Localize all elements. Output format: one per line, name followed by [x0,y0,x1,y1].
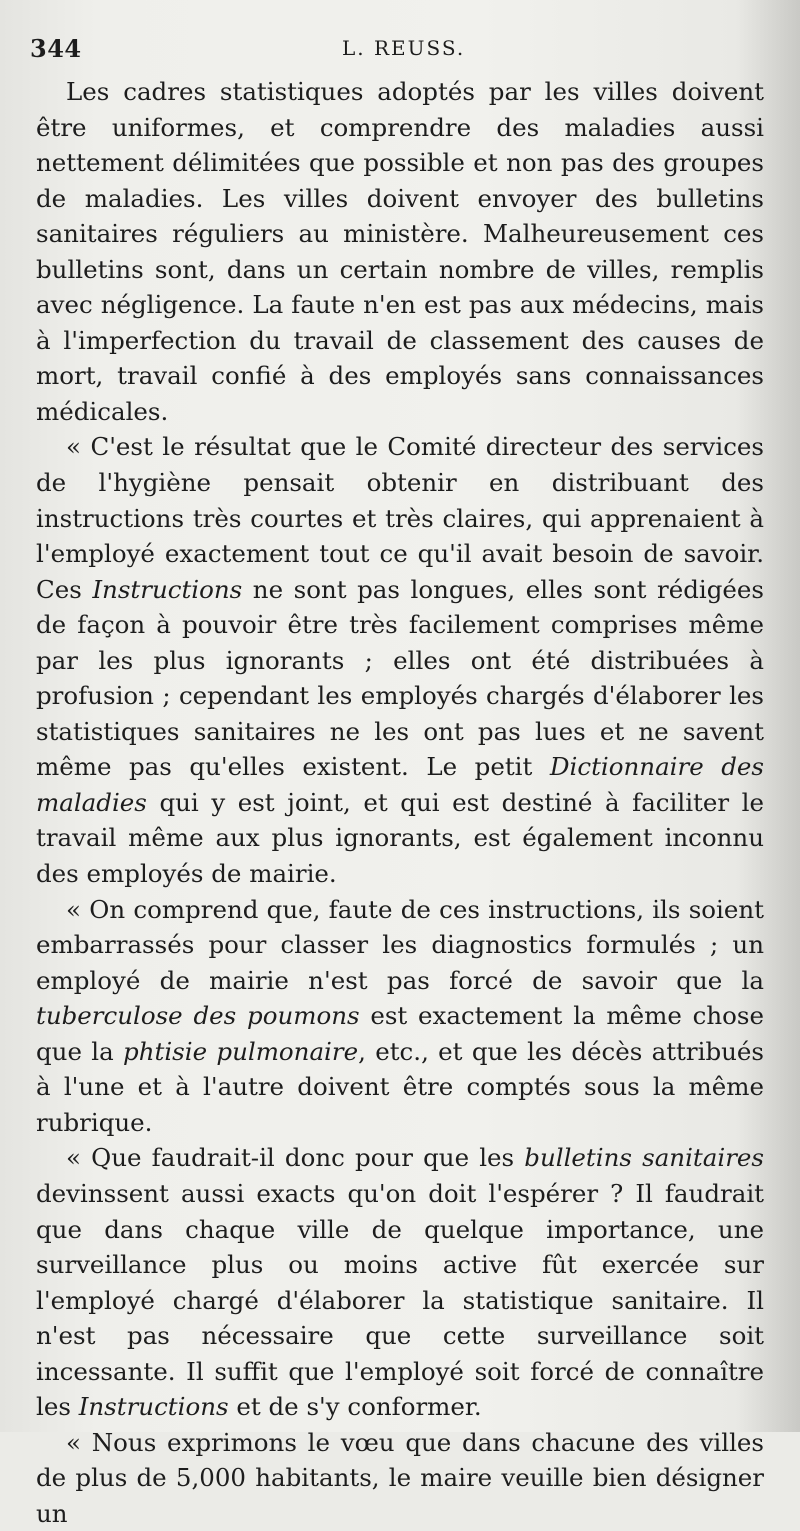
italic-text: tuberculose des poumons [36,1001,360,1031]
paragraph [36,74,764,429]
text-segment: « Que faudrait-il donc pour que les [66,1143,525,1173]
text-segment: devinssent aussi exacts qu'on doit l'espérer ? Il faudrait que dans chaque ville de quelque importance, une surveillance plus ou moins active fût exercée sur l'employé chargé d'élaborer la statistique sanitaire. Il n'est pas nécessaire que cette surveillance soit incessante. Il suffit que l'employé soit forcé de connaître les [36,1178,764,1422]
text-segment: « Nous exprimons le vœu que dans chacune des villes de plus de 5,000 habitants, le maire veuille bien désigner un [36,1427,764,1528]
text-segment: qui y est joint, et qui est destiné à faciliter le travail même aux plus ignorants, est également inconnu des employés de mairie. [36,787,764,889]
paragraph [36,429,764,891]
running-head: L. REUSS. [342,36,466,60]
text-segment: ne sont pas longues, elles sont rédigées de façon à pouvoir être très facilement comprises même par les plus ignorants ; elles ont été distribuées à profusion ; cependant les employés chargés d'élaborer les statistiques sanitaires ne les ont pas lues et ne savent même pas qu'elles existent. Le petit [36,574,765,782]
paragraph [36,892,764,1141]
body-text [36,74,764,1531]
italic-text: Instructions [78,1392,229,1422]
text-segment: « C'est le résultat que le Comité directeur des services de l'hygiène pensait obtenir en distribuant des instructions très courtes et très claires, qui apprenaient à l'employé exactement tout ce qu'il avait besoin de savoir. Ces [36,432,764,604]
page-header [30,34,770,74]
text-segment: et de s'y conformer. [228,1392,482,1422]
text-segment: Les cadres statistiques adoptés par les villes doivent être uniformes, et comprendre des maladies aussi nettement délimitées que possible et non pas des groupes de maladies. Les villes doivent envoyer des bulletins sanitaires réguliers au ministère. Malheureusement ces bulletins sont, dans un certain nombre de villes, remplis avec négligence. La faute n'en est pas aux médecins, mais à l'imperfection du travail de classement des causes de mort, travail confié à des employés sans connaissances médicales. [36,77,764,426]
text-segment: est exactement la même chose que la [36,1001,764,1066]
italic-text: Instructions [92,574,243,604]
paragraph [36,1140,764,1424]
paragraph [36,1425,764,1531]
italic-text: Dictionnaire des maladies [36,752,764,817]
italic-text: phtisie pulmonaire [123,1036,359,1066]
page-number: 344 [30,34,82,63]
italic-text: bulletins sanitaires [524,1143,764,1173]
text-segment: « On comprend que, faute de ces instructions, ils soient embarrassés pour classer les diagnostics formulés ; un employé de mairie n'est pas forcé de savoir que la [36,894,764,995]
text-segment: , etc., et que les décès attribués à l'une et à l'autre doivent être comptés sous la même rubrique. [36,1036,764,1137]
